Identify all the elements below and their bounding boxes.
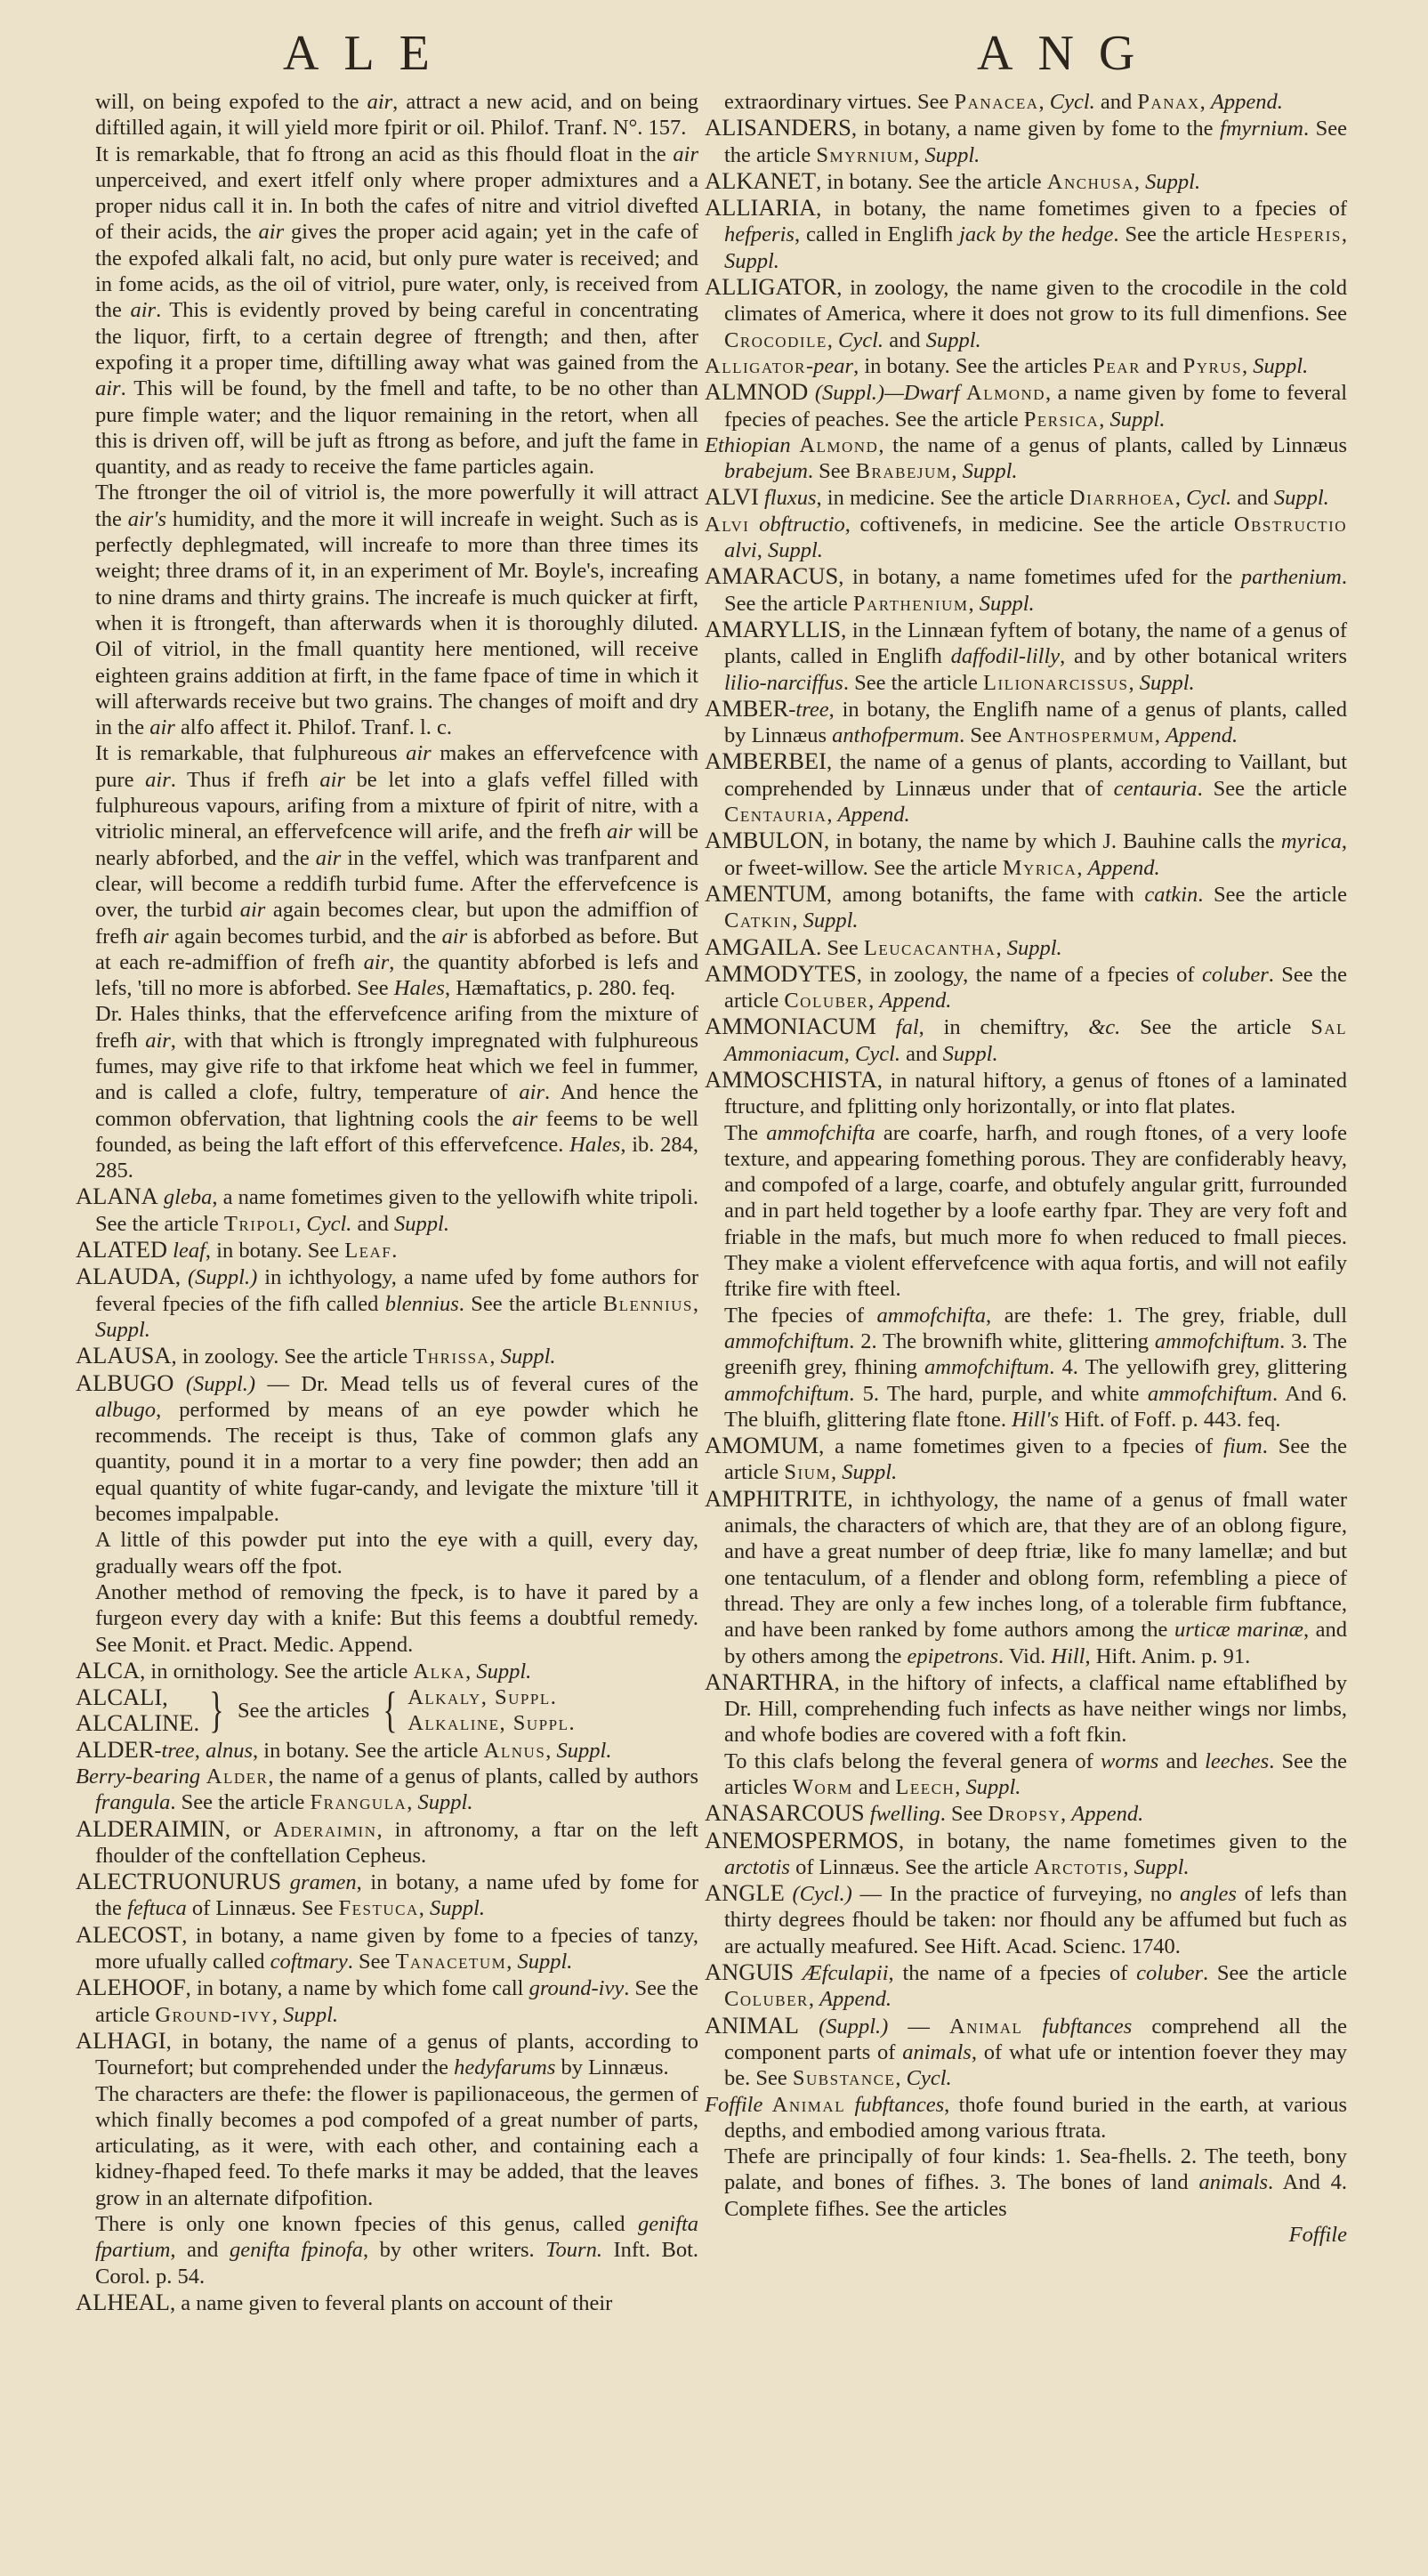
entry-paragraph: Another method of removing the fpeck, is to have it pared by a furgeon every day with a knife: But this feems a doubtful remedy. See Monit. et Pract. Medic. Append. xyxy=(95,1579,698,1657)
cross-reference: Alkaly, Suppl. xyxy=(407,1685,558,1710)
dictionary-entry: Alligator-pear, in botany. See the articles Pear and Pyrus, Suppl. xyxy=(705,353,1309,378)
dictionary-entry: AMBULON, in botany, the name by which J. Bauhine calls the myrica, or fweet-willow. See the article Myrica, Append. xyxy=(705,827,1347,880)
dictionary-entry: ALANA gleba, a name fometimes given to the yellowifh white tripoli. See the article Tripoli, Cycl. and Suppl. xyxy=(76,1183,699,1236)
dictionary-entry: ANARTHRA, in the hiftory of infects, a claffical name eftablifhed by Dr. Hill, comprehending fuch infects as have neither wings nor limbs, and whofe bodies are covered with a foft fkin. xyxy=(705,1668,1347,1748)
dictionary-entry: ALATED leaf, in botany. See Leaf. xyxy=(76,1236,398,1264)
dictionary-entry: ALHAGI, in botany, the name of a genus of plants, according to Tournefort; but comprehended under the hedyfarums by Linnæus. xyxy=(76,2026,698,2080)
dictionary-entry: AMMOSCHISTA, in natural hiftory, a genus of ftones of a laminated ftructure, and fplitting only horizontally, or into flat plates. xyxy=(705,1065,1347,1119)
dictionary-entry: ALBUGO (Suppl.) — Dr. Mead tells us of feveral cures of the albugo, performed by means of an eye powder which he recommends. The receipt is thus, Take of common glafs any quantity, pound it in a mortar to a very fine powder; then add an equal quantity of white fugar-candy, and levigate the mixture 'till it becomes impalpable. xyxy=(76,1369,699,1527)
dictionary-entry: ANEMOSPERMOS, in botany, the name fometimes given to the arctotis of Linnæus. See the article Arctotis, Suppl. xyxy=(705,1826,1347,1879)
entry-paragraph: extraordinary virtues. See Panacea, Cycl. and Panax, Append. xyxy=(724,90,1283,114)
entry-paragraph: The fpecies of ammofchifta, are thefe: 1. The grey, friable, dull ammofchiftum. 2. The brownifh white, glittering ammofchiftum. 3. The greenifh grey, fhining ammofchiftum. 4. The yellowifh grey, glittering ammofchiftum. 5. The hard, purple, and white ammofchiftum. And 6. The bluifh, glittering flate ftone. Hill's Hift. of Foff. p. 443. feq. xyxy=(724,1303,1348,1432)
dictionary-entry: AMOMUM, a name fometimes given to a fpecies of fium. See the article Sium, Suppl. xyxy=(705,1432,1348,1485)
headword: ALCALINE. xyxy=(76,1709,200,1737)
entry-paragraph: Thefe are principally of four kinds: 1. Sea-fhells. 2. The teeth, bony palate, and bones of fifhes. 3. The bones of land animals. And 4. Complete fifhes. See the articles xyxy=(724,2144,1348,2221)
dictionary-entry: ANASARCOUS fwelling. See Dropsy, Append. xyxy=(705,1799,1144,1827)
cross-reference-text: See the articles xyxy=(238,1698,370,1723)
dictionary-entry: ALDERAIMIN, or Aderaimin, in aftronomy, a ftar on the left fhoulder of the conftellation Cepheus. xyxy=(76,1814,698,1868)
cross-reference: Alkaline, Suppl. xyxy=(407,1711,577,1736)
dictionary-entry: Alvi obftructio, coftivenefs, in medicine. See the article Obstructio alvi, Suppl. xyxy=(705,512,1348,563)
brace-mark: { xyxy=(383,1683,398,1739)
entry-paragraph: There is only one known fpecies of this genus, called genifta fpartium, and genifta fpinofa, by other writers. Tourn. Inft. Bot. Corol. p. 54. xyxy=(95,2212,699,2289)
dictionary-entry: AMARYLLIS, in the Linnæan fyftem of botany, the name of a genus of plants, called in Englifh daffodil-lilly, and by other botanical writers lilio-narciffus. See the article Lilionarcissus, Suppl. xyxy=(705,615,1347,695)
entry-paragraph: The ammofchifta are coarfe, harfh, and rough ftones, of a very loofe texture, and appearing fomething porous. They are confiderably heavy, and compofed of a large, coarfe, and obtufely angular gritt, furrounded and in part held together by a loofe earthy fpar. They are very foft and friable in the mafs, but much more fo when reduced to fmall pieces. They make a violent effervefcence with aqua fortis, and will not eafily ftrike fire with fteel. xyxy=(724,1120,1347,1302)
dictionary-entry: AMENTUM, among botanifts, the fame with catkin. See the article Catkin, Suppl. xyxy=(705,879,1347,933)
entry-paragraph: A little of this powder put into the eye with a quill, every day, gradually wears off the fpot. xyxy=(95,1528,698,1579)
dictionary-entry: ANIMAL (Suppl.) — Animal fubftances comprehend all the component parts of animals, of what ufe or intention foever they may be. See Substance, Cycl. xyxy=(705,2011,1348,2091)
dictionary-entry: AMMODYTES, in zoology, the name of a fpecies of coluber. See the article Coluber, Append. xyxy=(705,959,1347,1013)
entry-paragraph: It is remarkable, that fo ftrong an acid as this fhould float in the air unperceived, and exert itfelf only where proper admixtures and a proper nidus call it in. In both the cafes of nitre and vitriol divefted of their acids, the air gives the proper acid again; yet in the cafe of the expofed alkali falt, no acid, but only pure water is received; and in fome acids, as the oil of vitriol, pure water, only, is received from the air. This is evidently proved by being careful in concentrating the liquor, firft, to a certain degree of ftrength; and then, after expofing it a proper time, diftilling away what was gained from the air. This will be found, by the fmell and tafte, to be no other than pure fimple water; and the liquor remaining in the retort, when all this is driven off, will be juft as ftrong as before, and juft the fame in quantity, and as ready to receive the fame particles again. xyxy=(95,141,698,480)
dictionary-entry: ALMNOD (Suppl.)—Dwarf Almond, a name given by fome to feveral fpecies of peaches. See the article Persica, Suppl. xyxy=(705,378,1347,432)
running-head-left: ALE xyxy=(283,26,455,81)
dictionary-entry: AMBERBEI, the name of a genus of plants, according to Vaillant, but comprehended by Linnæus under that of centauria. See the article Centauria, Append. xyxy=(705,747,1347,828)
dictionary-entry: ALDER-tree, alnus, in botany. See the article Alnus, Suppl. xyxy=(76,1735,612,1763)
dictionary-entry: ANGUIS Æfculapii, the name of a fpecies of coluber. See the article Coluber, Append. xyxy=(705,1958,1347,2012)
dictionary-entry: ALEHOOF, in botany, a name by which fome call ground-ivy. See the article Ground-ivy, Suppl. xyxy=(76,1974,698,2027)
dictionary-entry: AMBER-tree, in botany, the Englifh name of a genus of plants, called by Linnæus anthofpermum. See Anthospermum, Append. xyxy=(705,694,1347,748)
left-column xyxy=(76,89,698,2316)
dictionary-entry: ALKANET, in botany. See the article Anchusa, Suppl. xyxy=(705,166,1201,194)
dictionary-entry: ALHEAL, a name given to feveral plants on account of their xyxy=(76,2288,613,2315)
dictionary-entry: ALLIGATOR, in zoology, the name given to the crocodile in the cold climates of America, where it does not grow to its full dimenfions. See Crocodile, Cycl. and Suppl. xyxy=(705,273,1347,352)
dictionary-entry: ALCA, in ornithology. See the article Alka, Suppl. xyxy=(76,1656,532,1684)
entry-paragraph: will, on being expofed to the air, attract a new acid, and on being diftilled again, it will yield more fpirit or oil. Philof. Tranf. N°. 157. xyxy=(95,90,698,141)
running-head-right: ANG xyxy=(977,26,1160,81)
entry-paragraph: The characters are thefe: the flower is papilionaceous, the germen of which finally becomes a pod compofed of a great number of parts, articulating, as it were, with each other, and containing each a kidney-fhaped feed. To thefe marks it may be added, that the leaves grow in an alternate difpofition. xyxy=(95,2081,698,2210)
entry-paragraph: It is remarkable, that fulphureous air makes an effervefcence with pure air. Thus if frefh air be let into a glafs veffel filled with fulphureous vapours, arifing from a mixture of fpirit of nitre, with a vitriolic mineral, an effervefcence will arife, and the frefh air will be nearly abforbed, and the air in the veffel, which was tranfparent and clear, will become a reddifh turbid fume. After the effervefcence is over, the turbid air again becomes clear, but upon the admiffion of frefh air again becomes turbid, and the air is abforbed as before. But at each re-admiffion of frefh air, the quantity abforbed is lefs and lefs, 'till no more is abforbed. See Hales, Hæmaftatics, p. 280. feq. xyxy=(95,741,698,1001)
entry-paragraph: The ftronger the oil of vitriol is, the more powerfully it will attract the air's humidity, and the more it will increafe in weight. Such as is perfectly dephlegmated, will increafe to more than three times its weight; three drams of it, in an experiment of Mr. Boyle's, increafing to nine drams and thirty grains. The increafe is much quicker at firft, when it is ftrongeft, than afterwards when it is thoroughly diluted. Oil of vitriol, in the fmall quantity here mentioned, will receive eighteen grains addition at firft, in the fame fpace of time in which it will afterwards receive but two grains. The changes of moift and dry in the air alfo affect it. Philof. Tranf. l. c. xyxy=(95,480,698,740)
entry-paragraph: To this clafs belong the feveral genera of worms and leeches. See the articles Worm and Leech, Suppl. xyxy=(724,1748,1348,1799)
dictionary-entry: Ethiopian Almond, the name of a genus of plants, called by Linnæus brabejum. See Brabejum, Suppl. xyxy=(705,432,1347,484)
dictionary-entry: ALECTRUONURUS gramen, in botany, a name ufed by fome for the feftuca of Linnæus. See Festuca, Suppl. xyxy=(76,1868,698,1921)
dictionary-entry: ALVI fluxus, in medicine. See the article Diarrhoea, Cycl. and Suppl. xyxy=(705,483,1329,511)
dictionary-entry: AMMONIACUM fal, in chemiftry, &c. See the article Sal Ammoniacum, Cycl. and Suppl. xyxy=(705,1013,1348,1066)
catchword: Foffile xyxy=(1288,2223,1347,2248)
right-column xyxy=(705,89,1347,2248)
headword: ALCALI, xyxy=(76,1684,168,1711)
dictionary-entry: ANGLE (Cycl.) — In the practice of furveying, no angles of lefs than thirty degrees fhould be taken: nor fhould any be affumed but fuch as are actually meafured. See Hift. Acad. Scienc. 1740. xyxy=(705,1879,1347,1958)
dictionary-entry: ALAUDA, (Suppl.) in ichthyology, a name ufed by fome authors for feveral fpecies of the fifh called blennius. See the article Blennius, Suppl. xyxy=(76,1263,698,1342)
dictionary-entry: AMGAILA. See Leucacantha, Suppl. xyxy=(705,933,1062,960)
dictionary-entry: ALAUSA, in zoology. See the article Thrissa, Suppl. xyxy=(76,1342,556,1369)
dictionary-entry: Berry-bearing Alder, the name of a genus of plants, called by authors frangula. See the article Frangula, Suppl. xyxy=(76,1764,698,1815)
dictionary-entry: AMPHITRITE, in ichthyology, the name of a genus of fmall water animals, the characters of which are, that they are of an oblong figure, and have a great number of deep ftriæ, like fo many lamellæ; and but one tentaculum, of a flender and oblong form, refembling a piece of thread. They are only a few inches long, of a tolerable firm fubftance, and have been ranked by fome authors among the urticæ marinæ, and by others among the epipetrons. Vid. Hill, Hift. Anim. p. 91. xyxy=(705,1484,1348,1668)
entry-paragraph: Dr. Hales thinks, that the effervefcence arifing from the mixture of frefh air, with that which is ftrongly impregnated with fulphureous fumes, may give rife to that irkfome heat which we feel in fummer, and is called a clofe, fultry, temperature of air. And hence the common obfervation, that lightning cools the air feems to be well founded, as being the laft effort of this effervefcence. Hales, ib. 284, 285. xyxy=(95,1002,699,1183)
dictionary-entry: ALLIARIA, in botany, the name fometimes given to a fpecies of hefperis, called in Englifh jack by the hedge. See the article Hesperis, Suppl. xyxy=(705,194,1347,273)
dictionary-entry: ALISANDERS, in botany, a name given by fome to the fmyrnium. See the article Smyrnium, Suppl. xyxy=(705,114,1348,167)
dictionary-entry: AMARACUS, in botany, a name fometimes ufed for the parthenium. See the article Parthenium, Suppl. xyxy=(705,562,1347,616)
brace-mark: } xyxy=(209,1683,224,1739)
cross-reference-group xyxy=(76,1684,698,1737)
dictionary-entry: ALECOST, in botany, a name given by fome to a fpecies of tanzy, more ufually called coftmary. See Tanacetum, Suppl. xyxy=(76,1920,698,1974)
dictionary-entry: Foffile Animal fubftances, thofe found buried in the earth, at various depths, and embodied among various ftrata. xyxy=(705,2092,1347,2143)
